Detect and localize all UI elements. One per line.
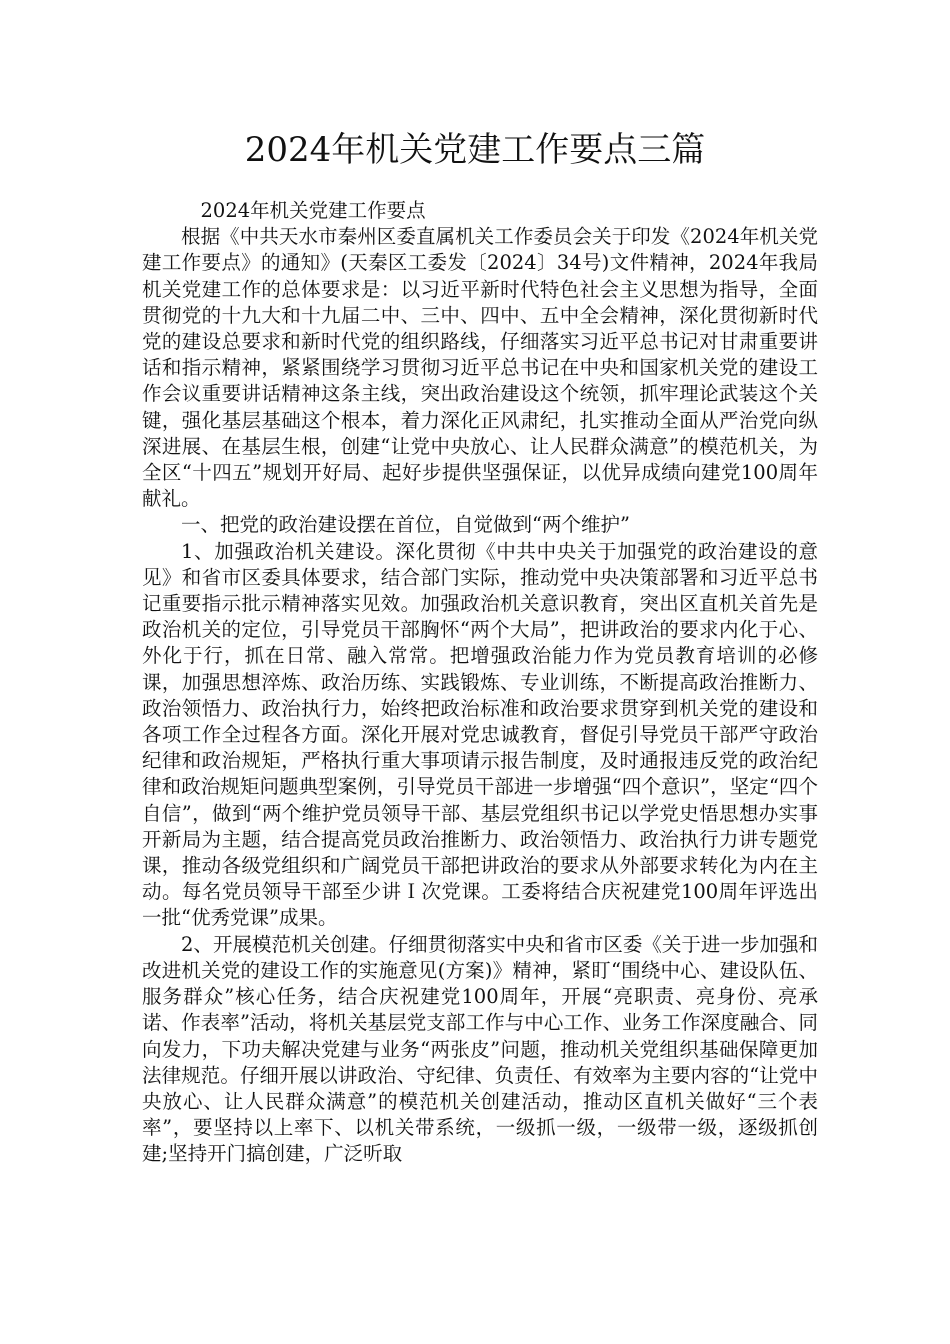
document-title: 2024年机关党建工作要点三篇 [244,130,706,170]
section-heading-1: 一、把党的政治建设摆在首位，自觉做到“两个维护” [181,513,630,537]
document-body [142,198,818,1168]
document-subtitle: 2024年机关党建工作要点 [200,199,426,222]
paragraph-item-1: 1、加强政治机关建设。深化贯彻《中共中央关于加强党的政治建设的意见》和省市区委具体要求，结合部门实际，推动党中央决策部署和习近平总书记重要指示批示精神落实见效。加强政治机关意识教育，突出区直机关首先是政治机关的定位，引导党员干部胸怀“两个大局”，把讲政治的要求内化于心、外化于行，抓在日常、融入常常。把增强政治能力作为党员教育培训的必修课，加强思想淬炼、政治历练、实践锻炼、专业训练，不断提高政治推断力、政治领悟力、政治执行力，始终把政治标准和政治要求贯穿到机关党的建设和各项工作全过程各方面。深化开展对党忠诚教育，督促引导党员干部严守政治纪律和政治规矩，严格执行重大事项请示报告制度，及时通报违反党的政治纪律和政治规矩问题典型案例，引导党员干部进一步增强“四个意识”，坚定“四个自信”，做到“两个维护党员领导干部、基层党组织书记以学党史悟思想办实事开新局为主题，结合提高党员政治推断力、政治领悟力、政治执行力讲专题党课，推动各级党组织和广阔党员干部把讲政治的要求从外部要求转化为内在主动。每名党员领导干部至少讲Ｉ次党课。工委将结合庆祝建党100周年评选出一批“优秀党课”成果。 [142,539,818,930]
paragraph-item-2: 2、开展模范机关创建。仔细贯彻落实中央和省市区委《关于进一步加强和改进机关党的建设工作的实施意见(方案)》精神，紧盯“围绕中心、建设队伍、服务群众”核心任务，结合庆祝建党100周年，开展“亮职责、亮身份、亮承诺、作表率”活动，将机关基层党支部工作与中心工作、业务工作深度融合、同向发力，下功夫解决党建与业务“两张皮”问题，推动机关党组织基础保障更加法律规范。仔细开展以讲政治、守纪律、负责任、有效率为主要内容的“让党中央放心、让人民群众满意”的模范机关创建活动，推动区直机关做好“三个表率”，要坚持以上率下、以机关带系统，一级抓一级，一级带一级，逐级抓创建;坚持开门搞创建，广泛听取 [142,932,818,1166]
paragraph-intro: 根据《中共天水市秦州区委直属机关工作委员会关于印发《2024年机关党建工作要点》的通知》(天秦区工委发〔2024〕34号)文件精神，2024年我局机关党建工作的总体要求是：以习近平新时代特色社会主义思想为指导，全面贯彻党的十九大和十九届二中、三中、四中、五中全会精神，深化贯彻新时代党的建设总要求和新时代党的组织路线，仔细落实习近平总书记对甘肃重要讲话和指示精神，紧紧围绕学习贯彻习近平总书记在中央和国家机关党的建设工作会议重要讲话精神这条主线，突出政治建设这个统领，抓牢理论武装这个关键，强化基层基础这个根本，着力深化正风肃纪，扎实推动全面从严治党向纵深进展、在基层生根，创建“让党中央放心、让人民群众满意”的模范机关，为全区“十四五”规划开好局、起好步提供坚强保证，以优异成绩向建党100周年献礼。 [142,225,818,511]
